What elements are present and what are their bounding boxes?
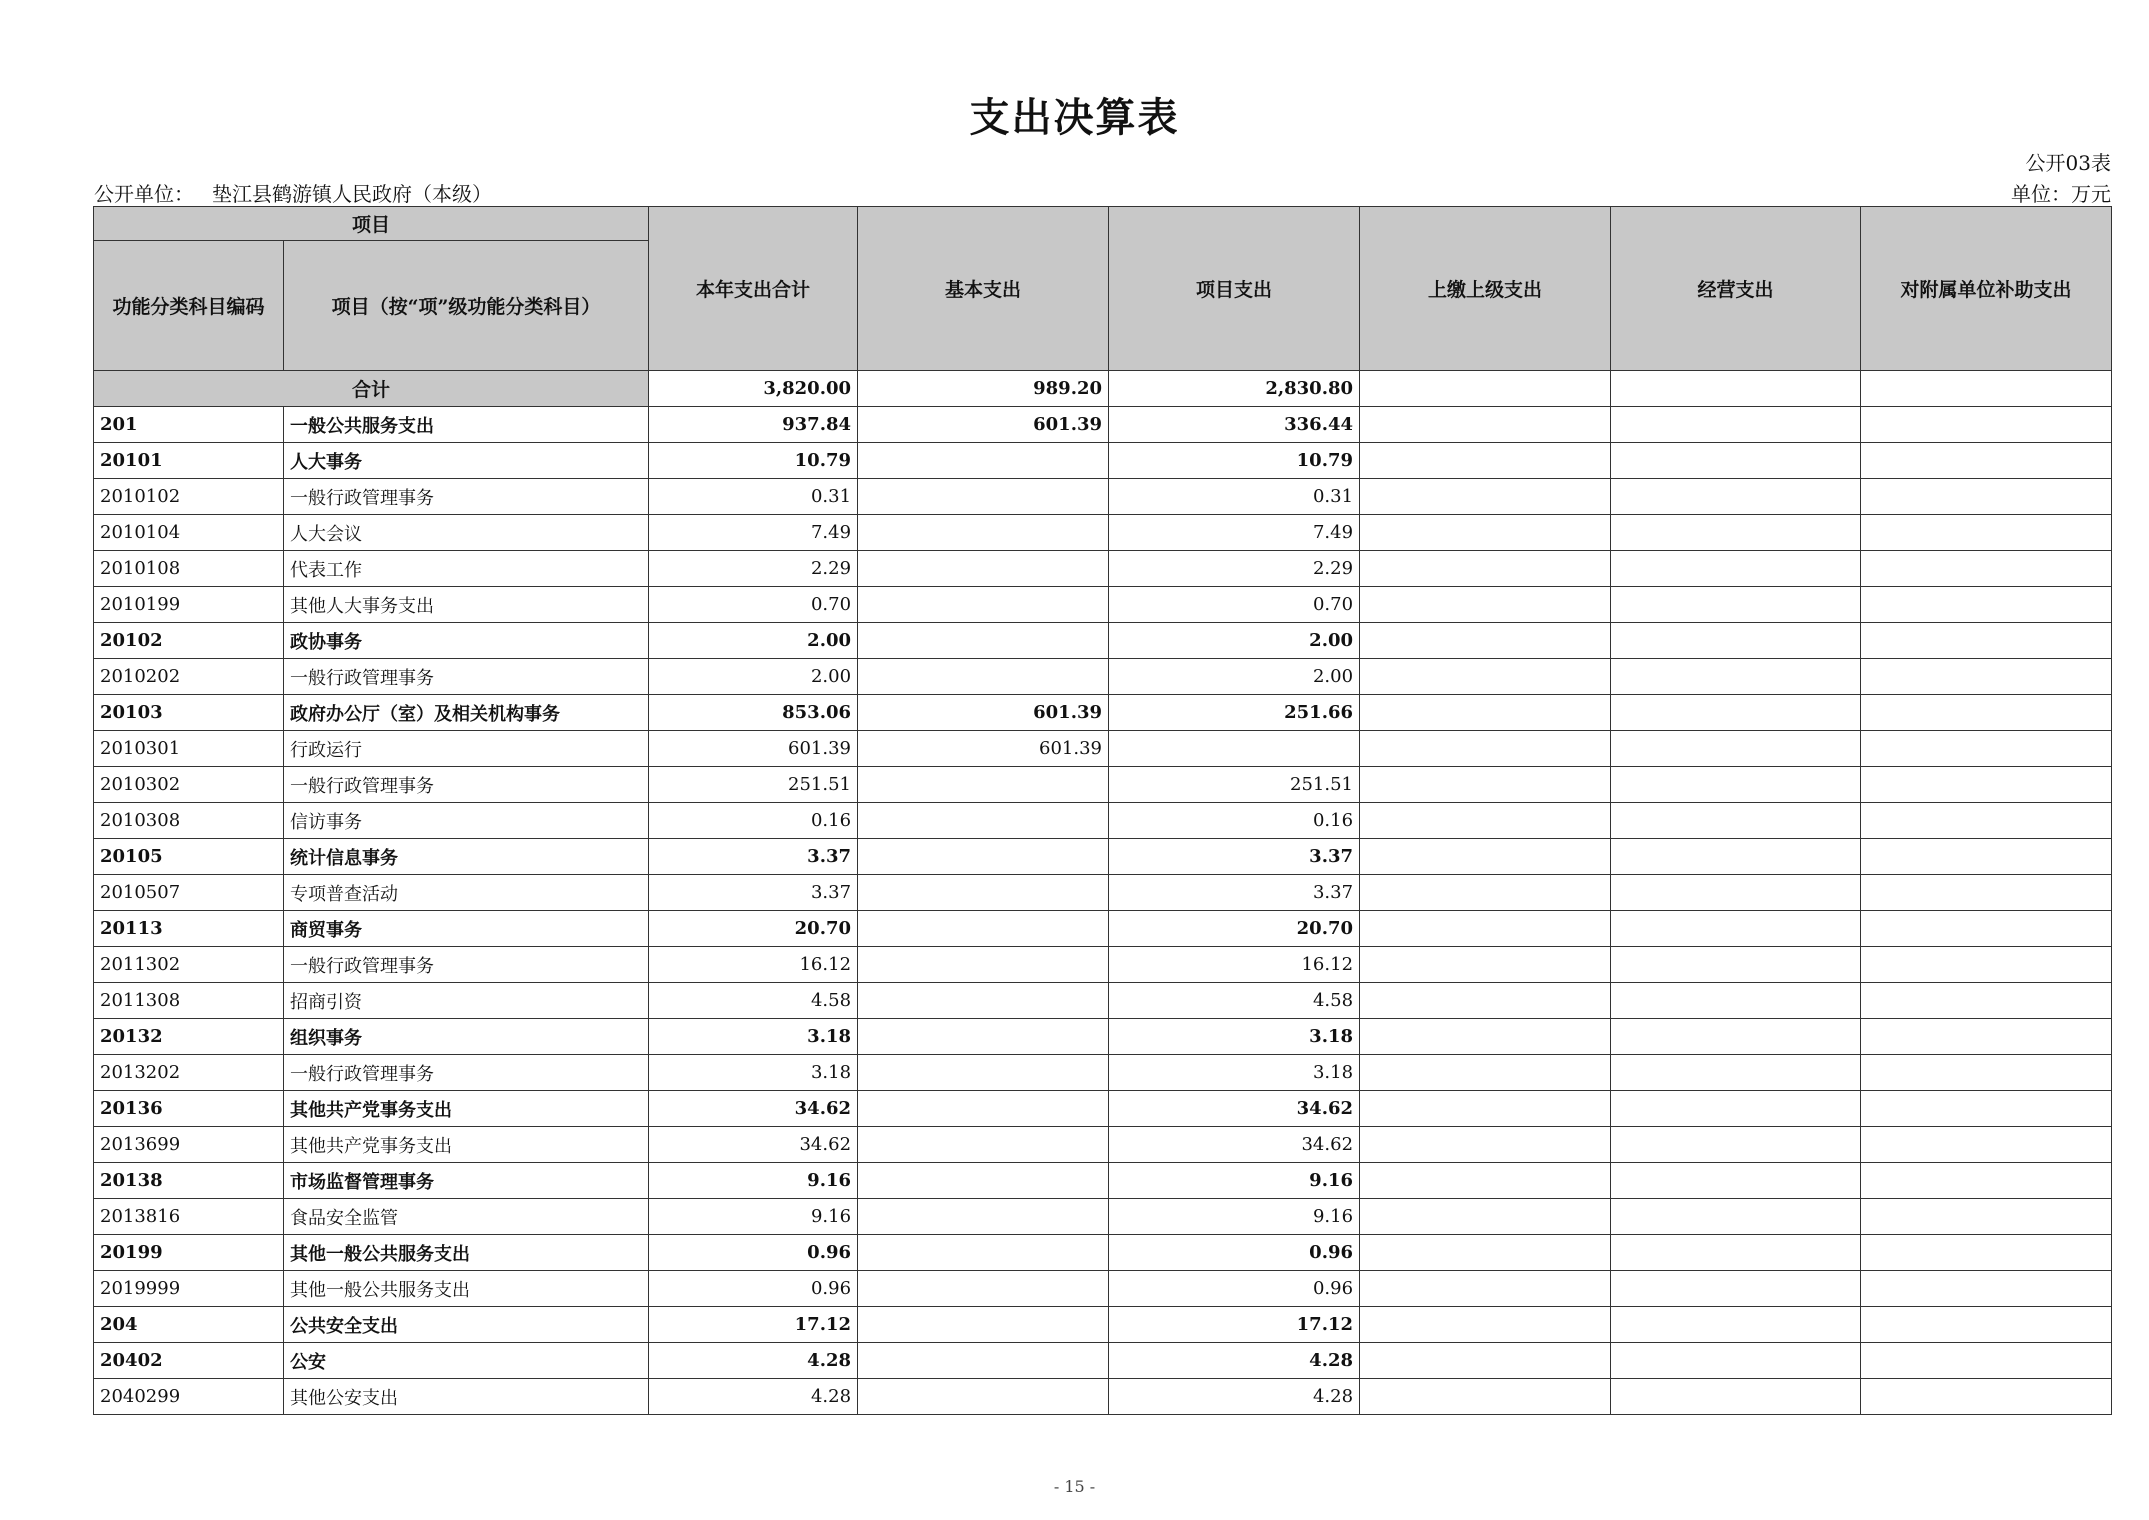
row-business <box>1611 659 1861 695</box>
row-code: 201 <box>94 407 284 443</box>
row-code: 2019999 <box>94 1271 284 1307</box>
row-subsidiary <box>1861 1127 2112 1163</box>
row-code: 2010199 <box>94 587 284 623</box>
row-subsidiary <box>1861 623 2112 659</box>
row-name: 市场监督管理事务 <box>284 1163 649 1199</box>
row-name: 食品安全监管 <box>284 1199 649 1235</box>
row-upper <box>1360 1379 1611 1415</box>
row-upper <box>1360 947 1611 983</box>
table-row <box>94 803 2112 839</box>
row-subsidiary <box>1861 1091 2112 1127</box>
header-upper: 上缴上级支出 <box>1360 207 1611 371</box>
row-subsidiary <box>1861 767 2112 803</box>
page-title: 支出决算表 <box>969 94 1180 141</box>
row-subsidiary <box>1861 1199 2112 1235</box>
reporting-unit-name: 垫江县鹤游镇人民政府（本级） <box>212 182 492 206</box>
row-subsidiary <box>1861 803 2112 839</box>
row-project: 2.29 <box>1109 551 1360 587</box>
row-code: 2010202 <box>94 659 284 695</box>
row-code: 2040299 <box>94 1379 284 1415</box>
row-business <box>1611 731 1861 767</box>
row-upper <box>1360 1091 1611 1127</box>
row-upper <box>1360 623 1611 659</box>
row-business <box>1611 983 1861 1019</box>
row-code: 20132 <box>94 1019 284 1055</box>
table-row <box>94 911 2112 947</box>
row-total: 4.58 <box>649 983 858 1019</box>
total-row <box>94 371 2112 407</box>
row-upper <box>1360 875 1611 911</box>
row-upper <box>1360 911 1611 947</box>
row-business <box>1611 947 1861 983</box>
row-subsidiary <box>1861 731 2112 767</box>
row-total: 2.00 <box>649 659 858 695</box>
row-total: 251.51 <box>649 767 858 803</box>
row-name: 代表工作 <box>284 551 649 587</box>
row-business <box>1611 1019 1861 1055</box>
row-name: 其他公安支出 <box>284 1379 649 1415</box>
row-name: 其他共产党事务支出 <box>284 1091 649 1127</box>
row-subsidiary <box>1861 947 2112 983</box>
row-subsidiary <box>1861 695 2112 731</box>
row-basic <box>858 1307 1109 1343</box>
row-code: 2010104 <box>94 515 284 551</box>
row-upper <box>1360 803 1611 839</box>
row-business <box>1611 443 1861 479</box>
row-upper <box>1360 1163 1611 1199</box>
row-upper <box>1360 1127 1611 1163</box>
header-basic: 基本支出 <box>858 207 1109 371</box>
table-row <box>94 551 2112 587</box>
reporting-unit <box>94 178 492 207</box>
row-upper <box>1360 839 1611 875</box>
row-subsidiary <box>1861 875 2112 911</box>
row-upper <box>1360 1019 1611 1055</box>
row-basic <box>858 551 1109 587</box>
row-name: 信访事务 <box>284 803 649 839</box>
row-code: 2010108 <box>94 551 284 587</box>
row-code: 20136 <box>94 1091 284 1127</box>
row-basic: 601.39 <box>858 407 1109 443</box>
header-business: 经营支出 <box>1611 207 1861 371</box>
row-upper <box>1360 1055 1611 1091</box>
row-subsidiary <box>1861 1307 2112 1343</box>
row-total: 937.84 <box>649 407 858 443</box>
row-subsidiary <box>1861 551 2112 587</box>
table-row <box>94 875 2112 911</box>
table-row <box>94 515 2112 551</box>
row-upper <box>1360 407 1611 443</box>
row-business <box>1611 587 1861 623</box>
row-business <box>1611 767 1861 803</box>
row-upper <box>1360 767 1611 803</box>
row-basic <box>858 803 1109 839</box>
table-row <box>94 983 2112 1019</box>
row-project: 4.28 <box>1109 1343 1360 1379</box>
row-subsidiary <box>1861 1343 2112 1379</box>
row-basic <box>858 1055 1109 1091</box>
row-total: 3.37 <box>649 875 858 911</box>
row-code: 204 <box>94 1307 284 1343</box>
table-row <box>94 623 2112 659</box>
row-upper <box>1360 659 1611 695</box>
total-cell-total: 3,820.00 <box>649 371 858 407</box>
row-upper <box>1360 983 1611 1019</box>
row-upper <box>1360 551 1611 587</box>
row-project: 4.28 <box>1109 1379 1360 1415</box>
row-upper <box>1360 515 1611 551</box>
row-total: 9.16 <box>649 1163 858 1199</box>
currency-unit: 单位：万元 <box>2011 182 2111 206</box>
row-code: 2010308 <box>94 803 284 839</box>
row-basic <box>858 767 1109 803</box>
row-project <box>1109 731 1360 767</box>
row-name: 组织事务 <box>284 1019 649 1055</box>
row-name: 商贸事务 <box>284 911 649 947</box>
row-upper <box>1360 443 1611 479</box>
row-upper <box>1360 587 1611 623</box>
row-basic <box>858 1235 1109 1271</box>
row-project: 9.16 <box>1109 1199 1360 1235</box>
table-row <box>94 1199 2112 1235</box>
row-project: 251.51 <box>1109 767 1360 803</box>
row-project: 0.31 <box>1109 479 1360 515</box>
row-name: 一般行政管理事务 <box>284 947 649 983</box>
row-subsidiary <box>1861 983 2112 1019</box>
row-total: 853.06 <box>649 695 858 731</box>
row-business <box>1611 1091 1861 1127</box>
row-subsidiary <box>1861 479 2112 515</box>
total-cell-upper <box>1360 371 1611 407</box>
row-project: 0.96 <box>1109 1235 1360 1271</box>
row-subsidiary <box>1861 839 2112 875</box>
row-total: 0.16 <box>649 803 858 839</box>
row-subsidiary <box>1861 407 2112 443</box>
row-project: 2.00 <box>1109 659 1360 695</box>
row-name: 其他人大事务支出 <box>284 587 649 623</box>
row-name: 一般公共服务支出 <box>284 407 649 443</box>
row-total: 34.62 <box>649 1091 858 1127</box>
row-name: 统计信息事务 <box>284 839 649 875</box>
row-code: 20101 <box>94 443 284 479</box>
row-upper <box>1360 1199 1611 1235</box>
table-row <box>94 1307 2112 1343</box>
row-upper <box>1360 479 1611 515</box>
row-total: 34.62 <box>649 1127 858 1163</box>
row-business <box>1611 623 1861 659</box>
row-subsidiary <box>1861 1019 2112 1055</box>
row-project: 0.70 <box>1109 587 1360 623</box>
row-project: 4.58 <box>1109 983 1360 1019</box>
row-total: 0.96 <box>649 1235 858 1271</box>
row-total: 0.31 <box>649 479 858 515</box>
row-basic <box>858 911 1109 947</box>
row-project: 7.49 <box>1109 515 1360 551</box>
row-subsidiary <box>1861 1271 2112 1307</box>
row-name: 公安 <box>284 1343 649 1379</box>
table-row <box>94 479 2112 515</box>
row-subsidiary <box>1861 1235 2112 1271</box>
row-total: 10.79 <box>649 443 858 479</box>
row-project: 34.62 <box>1109 1091 1360 1127</box>
row-business <box>1611 479 1861 515</box>
row-basic <box>858 1379 1109 1415</box>
table-row <box>94 1091 2112 1127</box>
row-project: 20.70 <box>1109 911 1360 947</box>
row-project: 251.66 <box>1109 695 1360 731</box>
table-row <box>94 1379 2112 1415</box>
row-code: 2013816 <box>94 1199 284 1235</box>
row-business <box>1611 1307 1861 1343</box>
row-basic <box>858 875 1109 911</box>
row-business <box>1611 1235 1861 1271</box>
row-subsidiary <box>1861 1379 2112 1415</box>
row-name: 一般行政管理事务 <box>284 767 649 803</box>
row-name: 其他共产党事务支出 <box>284 1127 649 1163</box>
table-row <box>94 587 2112 623</box>
row-basic <box>858 479 1109 515</box>
reporting-unit-label: 公开单位： <box>94 182 194 206</box>
row-project: 16.12 <box>1109 947 1360 983</box>
table-row <box>94 947 2112 983</box>
row-basic <box>858 1127 1109 1163</box>
row-basic <box>858 443 1109 479</box>
row-name: 政协事务 <box>284 623 649 659</box>
row-total: 0.70 <box>649 587 858 623</box>
row-name: 人大会议 <box>284 515 649 551</box>
row-basic <box>858 587 1109 623</box>
row-basic <box>858 1163 1109 1199</box>
row-total: 3.18 <box>649 1019 858 1055</box>
row-total: 16.12 <box>649 947 858 983</box>
row-code: 20402 <box>94 1343 284 1379</box>
row-name: 公共安全支出 <box>284 1307 649 1343</box>
table-row <box>94 659 2112 695</box>
row-business <box>1611 1343 1861 1379</box>
row-total: 4.28 <box>649 1343 858 1379</box>
row-project: 17.12 <box>1109 1307 1360 1343</box>
row-project: 0.96 <box>1109 1271 1360 1307</box>
row-subsidiary <box>1861 659 2112 695</box>
row-code: 20199 <box>94 1235 284 1271</box>
row-upper <box>1360 1235 1611 1271</box>
row-code: 20138 <box>94 1163 284 1199</box>
total-label: 合计 <box>94 371 649 407</box>
row-project: 3.37 <box>1109 839 1360 875</box>
header-subsidiary: 对附属单位补助支出 <box>1861 207 2112 371</box>
row-total: 0.96 <box>649 1271 858 1307</box>
table-row <box>94 1163 2112 1199</box>
row-total: 4.28 <box>649 1379 858 1415</box>
row-project: 3.18 <box>1109 1019 1360 1055</box>
row-basic <box>858 659 1109 695</box>
row-total: 2.29 <box>649 551 858 587</box>
row-project: 34.62 <box>1109 1127 1360 1163</box>
row-name: 一般行政管理事务 <box>284 659 649 695</box>
row-total: 20.70 <box>649 911 858 947</box>
header-code: 功能分类科目编码 <box>94 241 284 371</box>
row-code: 2013699 <box>94 1127 284 1163</box>
row-upper <box>1360 1271 1611 1307</box>
row-basic <box>858 839 1109 875</box>
row-project: 336.44 <box>1109 407 1360 443</box>
row-basic: 601.39 <box>858 731 1109 767</box>
row-business <box>1611 803 1861 839</box>
row-project: 0.16 <box>1109 803 1360 839</box>
header-total: 本年支出合计 <box>649 207 858 371</box>
row-basic <box>858 1199 1109 1235</box>
row-total: 9.16 <box>649 1199 858 1235</box>
row-code: 20105 <box>94 839 284 875</box>
row-code: 20113 <box>94 911 284 947</box>
row-name: 其他一般公共服务支出 <box>284 1271 649 1307</box>
table-row <box>94 1055 2112 1091</box>
row-business <box>1611 1127 1861 1163</box>
row-basic <box>858 1271 1109 1307</box>
row-name: 一般行政管理事务 <box>284 1055 649 1091</box>
row-project: 10.79 <box>1109 443 1360 479</box>
row-name: 一般行政管理事务 <box>284 479 649 515</box>
row-basic <box>858 1343 1109 1379</box>
table-row <box>94 1019 2112 1055</box>
row-basic <box>858 515 1109 551</box>
row-business <box>1611 695 1861 731</box>
row-total: 17.12 <box>649 1307 858 1343</box>
table-row <box>94 695 2112 731</box>
header-item-group: 项目 <box>94 207 649 241</box>
row-subsidiary <box>1861 443 2112 479</box>
row-basic <box>858 623 1109 659</box>
row-subsidiary <box>1861 1163 2112 1199</box>
row-upper <box>1360 1343 1611 1379</box>
table-row <box>94 407 2112 443</box>
table-row <box>94 767 2112 803</box>
row-total: 601.39 <box>649 731 858 767</box>
row-name: 招商引资 <box>284 983 649 1019</box>
row-project: 9.16 <box>1109 1163 1360 1199</box>
page-number: - 15 - <box>1053 1477 1096 1496</box>
row-subsidiary <box>1861 587 2112 623</box>
table-row <box>94 1127 2112 1163</box>
row-business <box>1611 875 1861 911</box>
row-subsidiary <box>1861 515 2112 551</box>
row-upper <box>1360 1307 1611 1343</box>
row-basic <box>858 947 1109 983</box>
row-code: 20103 <box>94 695 284 731</box>
row-business <box>1611 1163 1861 1199</box>
row-project: 2.00 <box>1109 623 1360 659</box>
row-business <box>1611 839 1861 875</box>
total-cell-business <box>1611 371 1861 407</box>
row-code: 2010102 <box>94 479 284 515</box>
row-code: 2010507 <box>94 875 284 911</box>
row-business <box>1611 911 1861 947</box>
row-name: 政府办公厅（室）及相关机构事务 <box>284 695 649 731</box>
row-business <box>1611 1199 1861 1235</box>
row-name: 行政运行 <box>284 731 649 767</box>
row-total: 2.00 <box>649 623 858 659</box>
row-business <box>1611 515 1861 551</box>
row-basic <box>858 983 1109 1019</box>
header-item-name: 项目（按“项”级功能分类科目） <box>284 241 649 371</box>
row-code: 2013202 <box>94 1055 284 1091</box>
row-total: 3.18 <box>649 1055 858 1091</box>
row-upper <box>1360 731 1611 767</box>
row-basic: 601.39 <box>858 695 1109 731</box>
row-code: 2010301 <box>94 731 284 767</box>
total-cell-subsidiary <box>1861 371 2112 407</box>
header-project: 项目支出 <box>1109 207 1360 371</box>
row-code: 20102 <box>94 623 284 659</box>
row-business <box>1611 1271 1861 1307</box>
row-project: 3.37 <box>1109 875 1360 911</box>
row-basic <box>858 1019 1109 1055</box>
form-number: 公开03表 <box>2025 151 2111 175</box>
table-row <box>94 1271 2112 1307</box>
row-subsidiary <box>1861 911 2112 947</box>
total-cell-basic: 989.20 <box>858 371 1109 407</box>
row-business <box>1611 407 1861 443</box>
row-upper <box>1360 695 1611 731</box>
table-row <box>94 731 2112 767</box>
row-project: 3.18 <box>1109 1055 1360 1091</box>
row-business <box>1611 551 1861 587</box>
table-row <box>94 839 2112 875</box>
total-cell-project: 2,830.80 <box>1109 371 1360 407</box>
row-subsidiary <box>1861 1055 2112 1091</box>
row-name: 专项普查活动 <box>284 875 649 911</box>
table-row <box>94 443 2112 479</box>
table-row <box>94 1343 2112 1379</box>
row-name: 人大事务 <box>284 443 649 479</box>
row-total: 3.37 <box>649 839 858 875</box>
row-business <box>1611 1055 1861 1091</box>
row-code: 2010302 <box>94 767 284 803</box>
expenditure-table <box>93 206 2112 1415</box>
row-name: 其他一般公共服务支出 <box>284 1235 649 1271</box>
row-total: 7.49 <box>649 515 858 551</box>
row-basic <box>858 1091 1109 1127</box>
row-code: 2011308 <box>94 983 284 1019</box>
row-business <box>1611 1379 1861 1415</box>
row-code: 2011302 <box>94 947 284 983</box>
table-row <box>94 1235 2112 1271</box>
